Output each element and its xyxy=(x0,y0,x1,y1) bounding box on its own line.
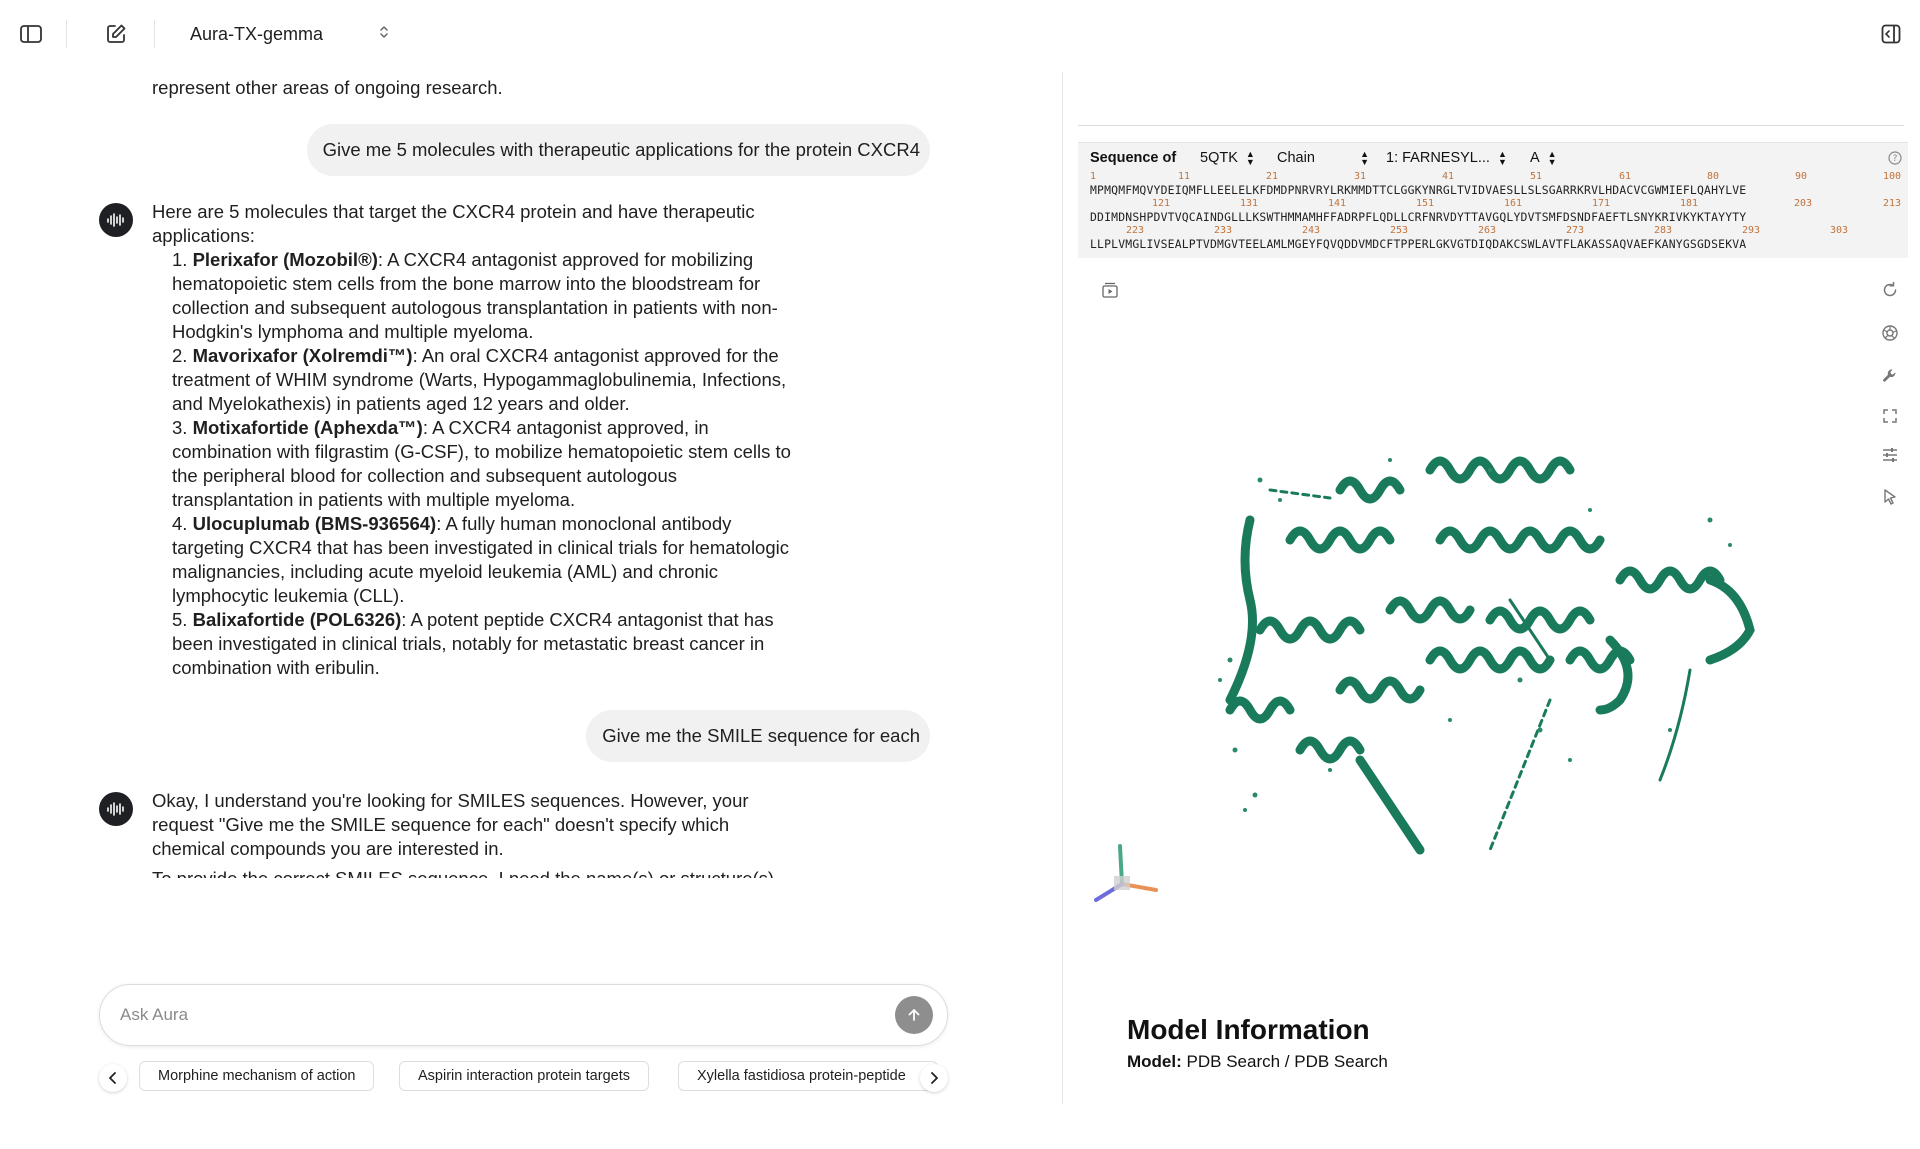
svg-text:?: ? xyxy=(1892,154,1898,165)
sequence-position-number: 203 xyxy=(1794,198,1813,209)
assistant-paragraph: Okay, I understand you're looking for SMILES sequences. However, your request "Give me the SMILE sequence for each" doesn't specify which chemical compounds you are interested in. xyxy=(152,790,749,859)
sequence-position-number: 21 xyxy=(1266,171,1279,182)
sequence-position-number: 51 xyxy=(1530,171,1543,182)
axes-gizmo xyxy=(1090,842,1160,908)
fullscreen-icon[interactable] xyxy=(1877,403,1903,429)
protein-structure-3d[interactable] xyxy=(1190,430,1830,870)
molecule-description: : A CXCR4 antagonist approved for mobilizing hematopoietic stem cells from the bone marrow into the bloodstream for collection and subsequent autologous transplantation in patients with non-Hodgkin's lymphoma and multiple myeloma. xyxy=(172,249,778,342)
sequence-position-number: 161 xyxy=(1504,198,1523,209)
model-information-line xyxy=(1127,1052,1388,1072)
help-icon[interactable] xyxy=(1888,151,1902,169)
sequence-position-number: 61 xyxy=(1619,171,1632,182)
sequence-position-number: 181 xyxy=(1680,198,1699,209)
sequence-residues[interactable]: DDIMDNSHPDVTVQCAINDGLLLKSWTHMMAMHFFADRPFLQDLLCRFNRVDYTTAVGQLYDVTSMFDSNDFAEFTLSNYKRIVKYKTAYYTY xyxy=(1090,210,1747,224)
entity-value: 1: FARNESYL... xyxy=(1386,150,1490,166)
assistant-intro: Here are 5 molecules that target the CXCR4 protein and have therapeutic applications: xyxy=(152,201,755,246)
sequence-position-number: 273 xyxy=(1566,225,1585,236)
chain-value: A xyxy=(1530,150,1540,166)
sequence-position-number: 223 xyxy=(1126,225,1145,236)
sequence-panel xyxy=(1078,142,1908,258)
model-label: Model: xyxy=(1127,1052,1182,1071)
item-number: 3. xyxy=(172,417,188,438)
molecule-description: : An oral CXCR4 antagonist approved for the treatment of WHIM syndrome (Warts, Hypogammaglobulinemia, Infections, and Myelokathexis) in patients aged 12 years and older. xyxy=(172,345,787,414)
sequence-position-number: 213 xyxy=(1883,198,1902,209)
user-message: Give me the SMILE sequence for each xyxy=(586,710,930,762)
list-item xyxy=(172,416,802,512)
list-item xyxy=(172,512,802,608)
aura-avatar-icon xyxy=(99,792,133,826)
chat-thread[interactable] xyxy=(0,68,1062,888)
chain-select[interactable] xyxy=(1530,150,1557,166)
chat-fade xyxy=(0,878,1062,904)
sequence-position-number: 243 xyxy=(1302,225,1321,236)
chevron-updown-icon: ▲ ▼ xyxy=(1547,149,1557,167)
sequence-position-number: 131 xyxy=(1240,198,1259,209)
animation-icon[interactable] xyxy=(1097,277,1123,303)
screenshot-icon[interactable] xyxy=(1877,320,1903,346)
assistant-message xyxy=(152,789,802,888)
item-number: 4. xyxy=(172,513,188,534)
suggestion-chips xyxy=(99,1061,948,1091)
chevron-updown-icon: ▲ ▼ xyxy=(1245,149,1255,167)
sequence-position-number: 253 xyxy=(1390,225,1409,236)
sequence-position-number: 233 xyxy=(1214,225,1233,236)
user-message: Give me 5 molecules with therapeutic applications for the protein CXCR4 xyxy=(307,124,930,176)
sequence-position-number: 41 xyxy=(1442,171,1455,182)
sequence-position-number: 80 xyxy=(1707,171,1720,182)
list-item xyxy=(172,344,802,416)
wrench-icon[interactable] xyxy=(1877,363,1903,389)
select-cursor-icon[interactable] xyxy=(1877,484,1903,510)
chevron-updown-icon xyxy=(378,24,390,45)
chevron-right-icon xyxy=(929,1072,939,1084)
suggestion-chip[interactable]: Xylella fastidiosa protein-peptide xyxy=(678,1061,938,1091)
send-button[interactable] xyxy=(895,996,933,1034)
molecule-description: : A CXCR4 antagonist approved, in combination with filgrastim (G-CSF), to mobilize hematopoietic stem cells to the peripheral blood for collection and subsequent autologous transplantation in patients with multiple myeloma. xyxy=(172,417,791,510)
sequence-position-number: 141 xyxy=(1328,198,1347,209)
molecule-description: : A fully human monoclonal antibody targeting CXCR4 that has been investigated in clinical trials for hematologic malignancies, including acute myeloid leukemia (AML) and chronic lymphocytic leukemia (CLL). xyxy=(172,513,789,606)
aura-avatar-icon xyxy=(99,203,133,237)
model-information-title: Model Information xyxy=(1127,1014,1370,1045)
sequence-position-number: 293 xyxy=(1742,225,1761,236)
entry-value: 5QTK xyxy=(1200,150,1238,166)
sequence-position-number: 263 xyxy=(1478,225,1497,236)
topbar-separator xyxy=(154,20,155,48)
list-item xyxy=(172,248,802,344)
sequence-position-number: 100 xyxy=(1883,171,1902,182)
list-item xyxy=(172,608,802,680)
sequence-position-number: 31 xyxy=(1354,171,1367,182)
entity-select[interactable] xyxy=(1386,150,1507,166)
suggestion-chip[interactable]: Morphine mechanism of action xyxy=(139,1061,374,1091)
molecule-description: : A potent peptide CXCR4 antagonist that has been investigated in clinical trials, notably for metastatic breast cancer in combination with eribulin. xyxy=(172,609,774,678)
mode-value: Chain xyxy=(1277,150,1315,166)
chevron-updown-icon: ▲ ▼ xyxy=(1497,149,1507,167)
molecule-list xyxy=(172,248,802,680)
molecule-name: Plerixafor (Mozobil®) xyxy=(192,249,378,270)
sequence-position-number: 90 xyxy=(1795,171,1808,182)
item-number: 5. xyxy=(172,609,188,630)
chevron-updown-icon: ▲ ▼ xyxy=(1360,149,1369,167)
model-selector[interactable] xyxy=(172,16,402,52)
model-value: PDB Search / PDB Search xyxy=(1186,1052,1388,1071)
settings-sliders-icon[interactable] xyxy=(1877,442,1903,468)
suggestions-next-button[interactable] xyxy=(920,1064,948,1092)
panel-divider xyxy=(1062,72,1063,1104)
sequence-residues[interactable]: MPMQMFMQVYDEIQMFLLEELELKFDMDPNRVRYLRKMMDTTCLGGKYNRGLTVIDVAESLLSLSGARRKRVLHDACVCGWMIEFLQAHYLVE xyxy=(1090,183,1747,197)
molecule-name: Balixafortide (POL6326) xyxy=(192,609,402,630)
molecule-name: Mavorixafor (Xolremdi™) xyxy=(192,345,413,366)
sequence-position-number: 171 xyxy=(1592,198,1611,209)
previous-message-tail: represent other areas of ongoing research. xyxy=(152,77,503,98)
panel-collapse-icon[interactable] xyxy=(1877,20,1905,48)
chat-input-box[interactable] xyxy=(99,984,948,1046)
sequence-header xyxy=(1078,143,1908,173)
sequence-position-number: 1 xyxy=(1090,171,1097,182)
assistant-message xyxy=(152,200,802,680)
top-bar xyxy=(0,0,1920,68)
reset-view-icon[interactable] xyxy=(1877,277,1903,303)
topbar-separator xyxy=(66,20,67,48)
model-name: Aura-TX-gemma xyxy=(190,23,324,44)
sidebar-toggle-icon[interactable] xyxy=(17,20,45,48)
sequence-position-number: 303 xyxy=(1830,225,1849,236)
item-number: 2. xyxy=(172,345,188,366)
item-number: 1. xyxy=(172,249,188,270)
sequence-position-number: 121 xyxy=(1152,198,1171,209)
viewer-top-rule xyxy=(1078,125,1904,126)
entry-select[interactable] xyxy=(1200,150,1255,166)
suggestion-chip[interactable]: Aspirin interaction protein targets xyxy=(399,1061,649,1091)
sequence-position-number: 151 xyxy=(1416,198,1435,209)
molecule-name: Ulocuplumab (BMS-936564) xyxy=(192,513,437,534)
arrow-up-icon xyxy=(906,1007,922,1023)
molecule-name: Motixafortide (Aphexda™) xyxy=(192,417,423,438)
ask-input[interactable] xyxy=(120,1005,895,1025)
mode-select[interactable] xyxy=(1277,150,1369,166)
sequence-label: Sequence of xyxy=(1090,150,1177,166)
new-chat-icon[interactable] xyxy=(102,20,130,48)
sequence-position-number: 283 xyxy=(1654,225,1673,236)
sequence-residues[interactable]: LLPLVMGLIVSEALPTVDMGVTEELAMLMGEYFQVQDDVMDCFTPPERLGKVGTDIQDAKCSWLAVTFLAKASSAQVAEFKANYGSGDSEKVA xyxy=(1090,237,1747,251)
sequence-position-number: 11 xyxy=(1178,171,1191,182)
